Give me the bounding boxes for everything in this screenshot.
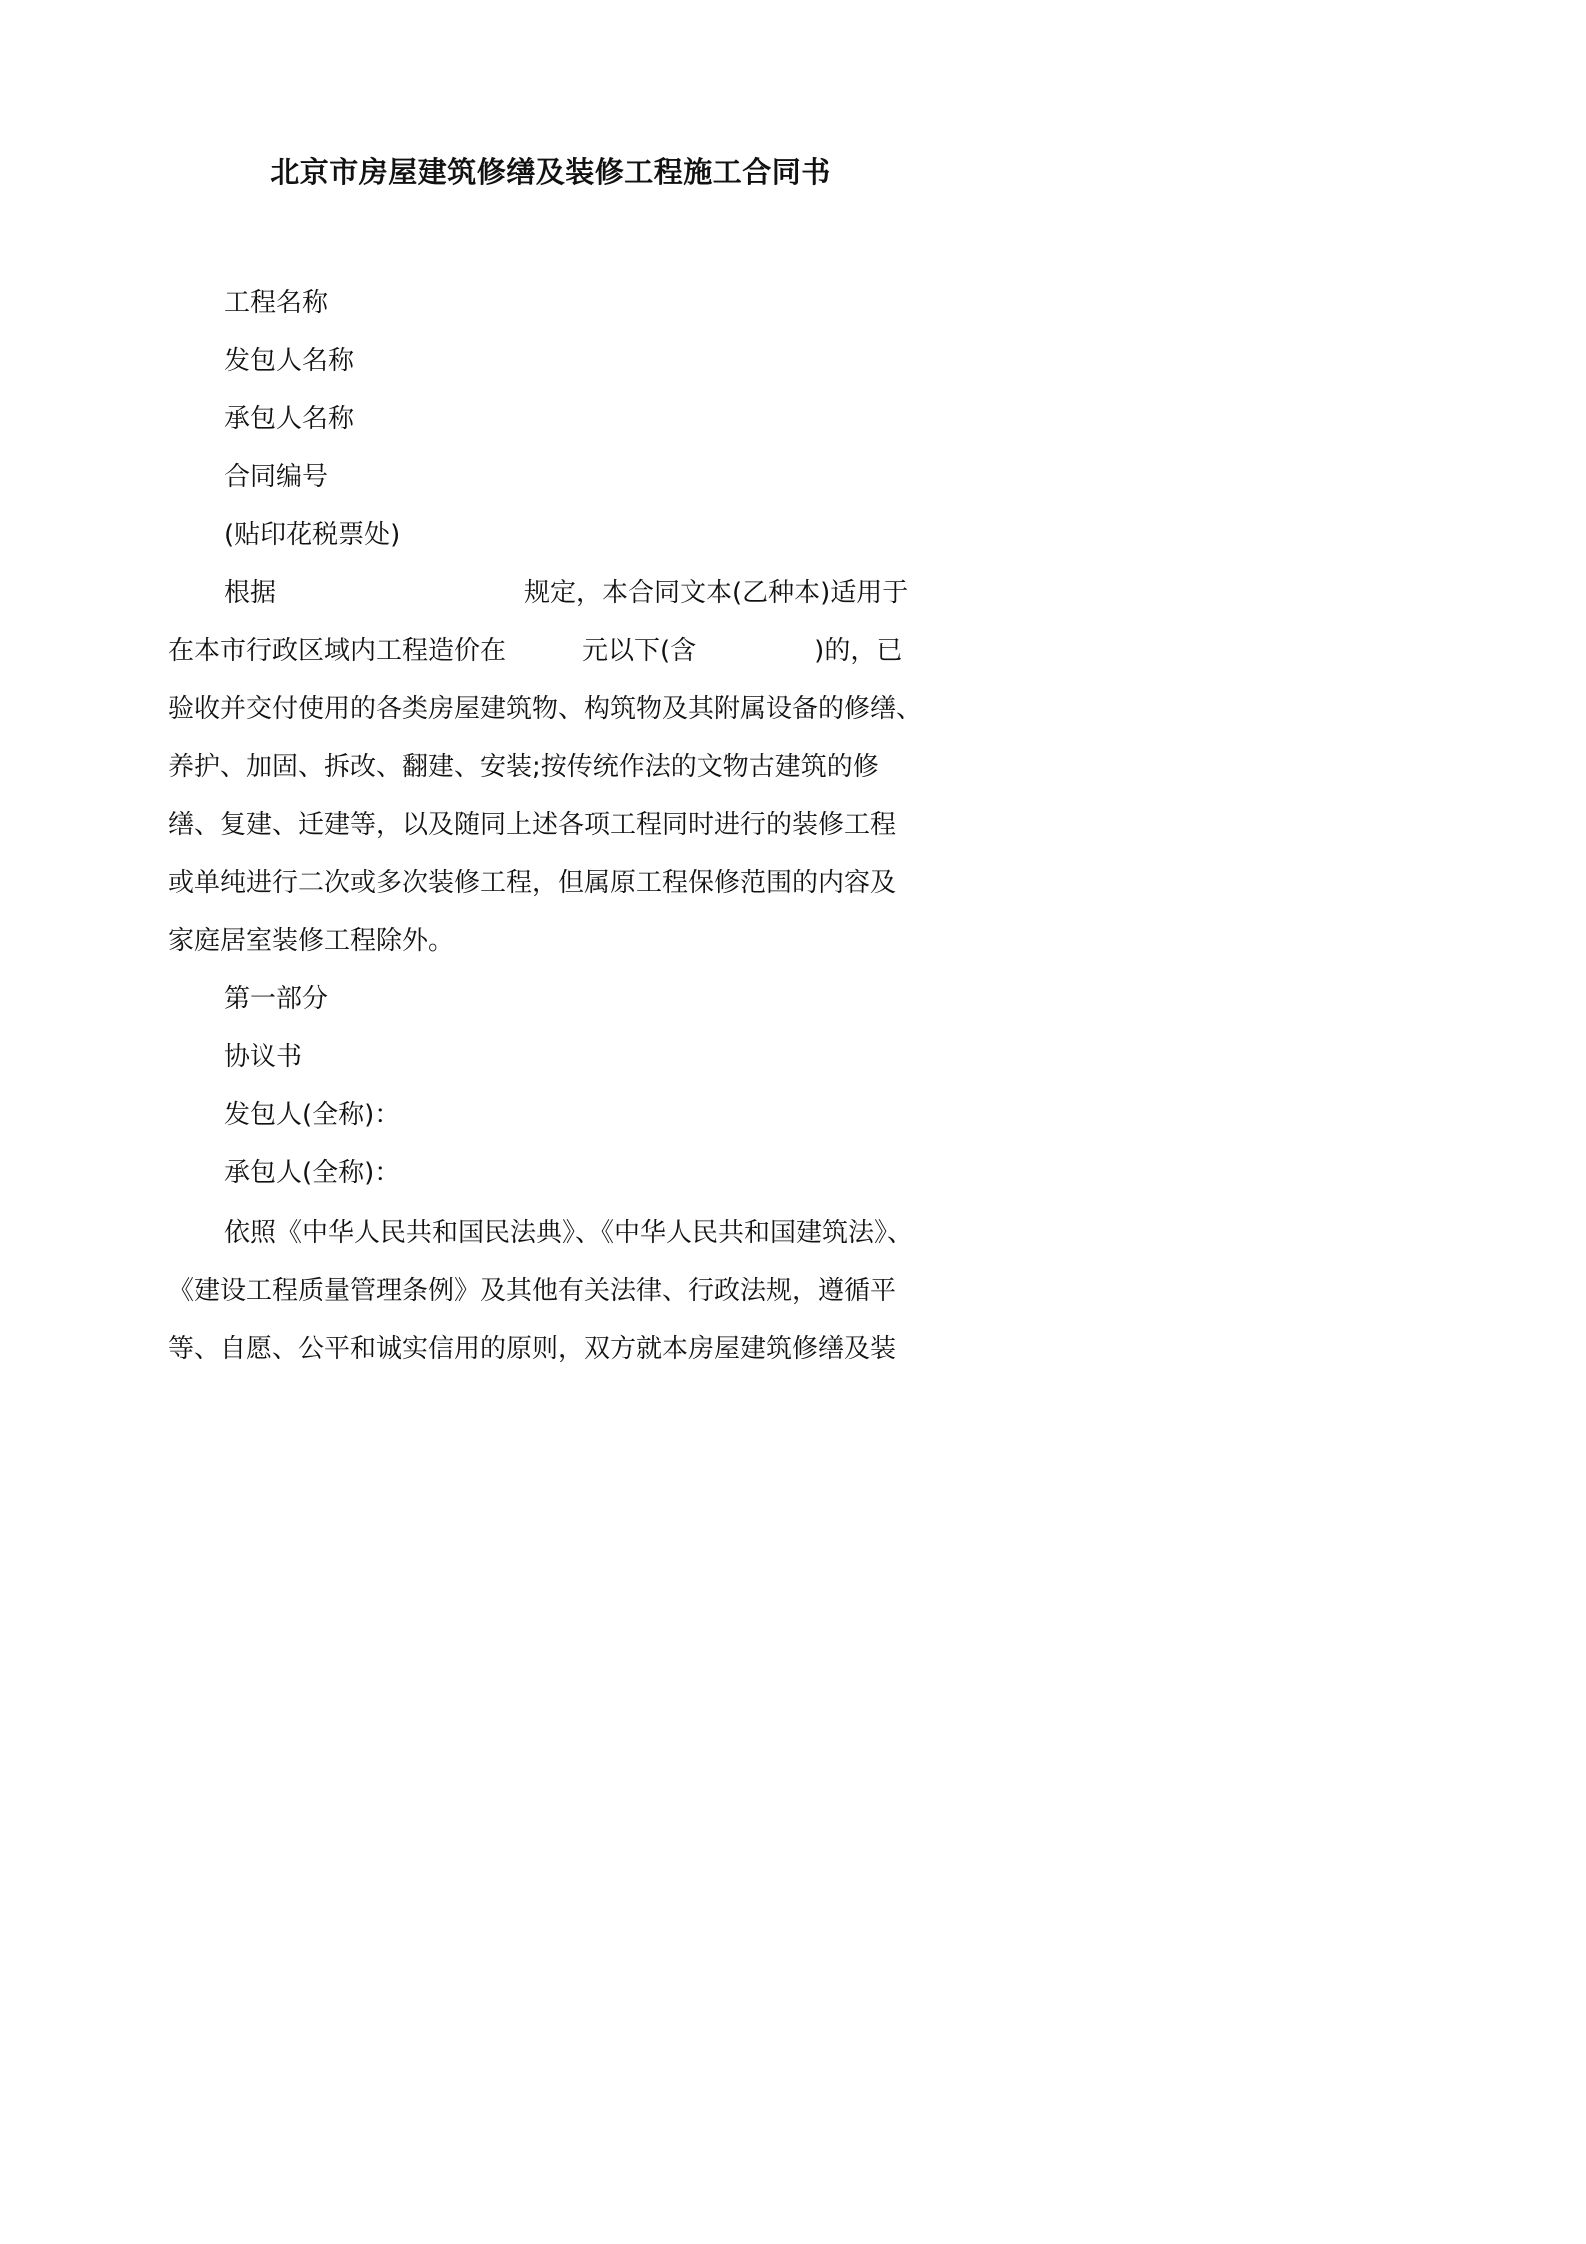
scope-text: 规定，本合同文本(乙种本)适用于 xyxy=(524,578,909,608)
scope-paragraph-line-3: 验收并交付使用的各类房屋建筑物、构筑物及其附属设备的修缮、 xyxy=(168,694,923,724)
scope-paragraph-line-1 xyxy=(224,575,908,611)
scope-text: 根据 xyxy=(224,578,277,608)
part-one-heading: 第一部分 xyxy=(224,984,329,1014)
stamp-tax-note: (贴印花税票处) xyxy=(224,520,401,550)
scope-text: )的，已 xyxy=(814,636,903,666)
basis-paragraph-line-2: 《建设工程质量管理条例》及其他有关法律、行政法规，遵循平 xyxy=(168,1276,897,1306)
contract-number-label: 合同编号 xyxy=(224,462,329,492)
scope-paragraph-line-2 xyxy=(168,633,902,669)
scope-paragraph-line-7: 家庭居室装修工程除外。 xyxy=(168,926,455,956)
scope-text: 元以下(含 xyxy=(582,636,697,666)
scope-paragraph-line-4: 养护、加固、拆改、翻建、安装;按传统作法的文物古建筑的修 xyxy=(168,752,879,782)
contractor-name-label: 承包人名称 xyxy=(224,404,355,434)
scope-text: 在本市行政区域内工程造价在 xyxy=(168,636,507,666)
document-page xyxy=(0,0,1101,1557)
employer-full-name-label: 发包人(全称)： xyxy=(224,1100,401,1130)
basis-paragraph-line-1: 依照《中华人民共和国民法典》、《中华人民共和国建筑法》、 xyxy=(224,1218,914,1248)
scope-paragraph-line-6: 或单纯进行二次或多次装修工程，但属原工程保修范围的内容及 xyxy=(168,868,897,898)
document-title: 北京市房屋建筑修缮及装修工程施工合同书 xyxy=(270,155,831,189)
contractor-full-name-label: 承包人(全称)： xyxy=(224,1158,401,1188)
employer-name-label: 发包人名称 xyxy=(224,346,355,376)
project-name-label: 工程名称 xyxy=(224,288,329,318)
basis-paragraph-line-3: 等、自愿、公平和诚实信用的原则，双方就本房屋建筑修缮及装 xyxy=(168,1334,897,1364)
scope-paragraph-line-5: 缮、复建、迁建等，以及随同上述各项工程同时进行的装修工程 xyxy=(168,810,897,840)
agreement-heading: 协议书 xyxy=(224,1042,303,1072)
